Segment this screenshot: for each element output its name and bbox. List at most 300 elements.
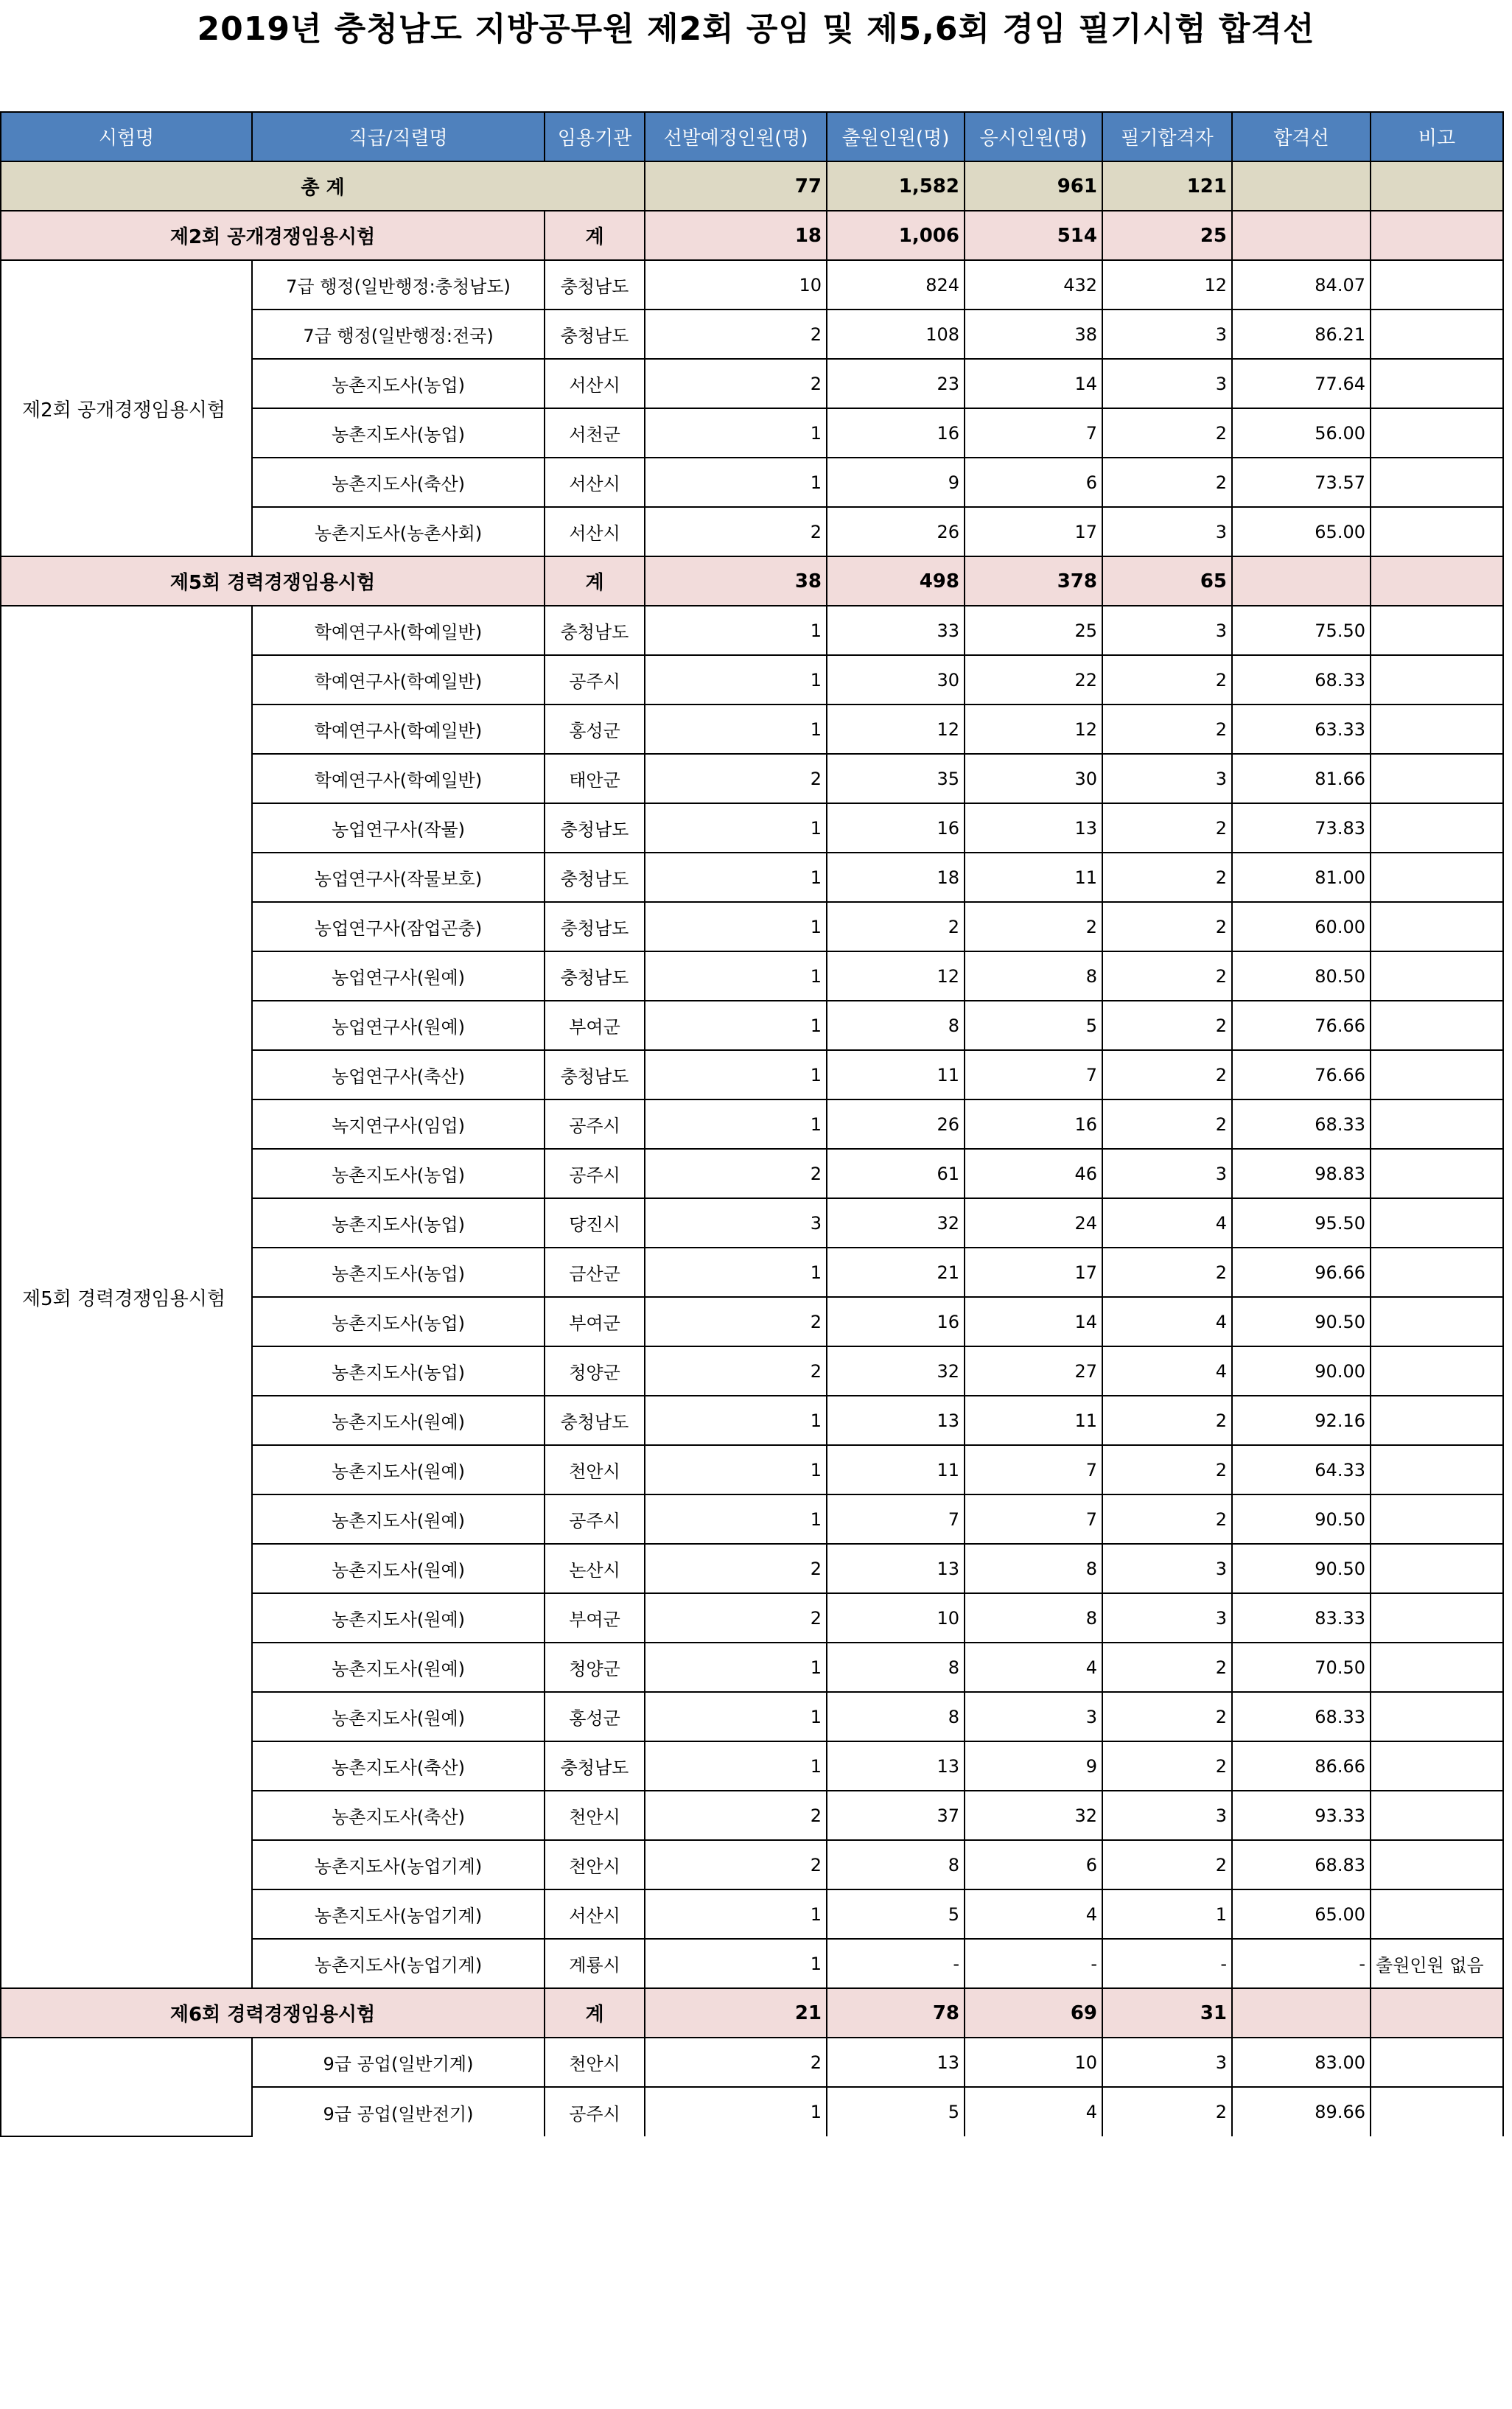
took-count: 24	[965, 1198, 1102, 1248]
planned-count: 1	[645, 1692, 827, 1741]
planned-count: 1	[645, 1643, 827, 1692]
agency-name: 충청남도	[545, 260, 645, 310]
passed-count: 4	[1102, 1297, 1232, 1346]
applied-count: 26	[827, 507, 965, 556]
planned-count: 2	[645, 754, 827, 803]
applied-count: 30	[827, 655, 965, 704]
applied-count: 9	[827, 458, 965, 507]
note	[1371, 1050, 1503, 1099]
cutoff-score: 89.66	[1232, 2087, 1371, 2136]
cutoff-score: -	[1232, 1939, 1371, 1988]
applied-count: 37	[827, 1791, 965, 1840]
applied-count: 824	[827, 260, 965, 310]
agency-name: 충청남도	[545, 902, 645, 951]
section-agency: 계	[545, 1988, 645, 2038]
position-name: 농촌지도사(농업기계)	[252, 1939, 545, 1988]
passed-count: 2	[1102, 2087, 1232, 2136]
took-count: 4	[965, 2087, 1102, 2136]
applied-count: 26	[827, 1099, 965, 1149]
applied-count: 13	[827, 1544, 965, 1593]
applied-count: 13	[827, 2038, 965, 2087]
passed-count: 2	[1102, 951, 1232, 1001]
position-name: 농촌지도사(축산)	[252, 1741, 545, 1791]
took-count: 4	[965, 1889, 1102, 1939]
position-name: 9급 공업(일반기계)	[252, 2038, 545, 2087]
agency-name: 공주시	[545, 2087, 645, 2136]
note	[1371, 1297, 1503, 1346]
note	[1371, 1248, 1503, 1297]
planned-count: 1	[645, 1001, 827, 1050]
passed-count: -	[1102, 1939, 1232, 1988]
note	[1371, 1445, 1503, 1494]
agency-name: 청양군	[545, 1346, 645, 1396]
cutoff-score: 90.50	[1232, 1494, 1371, 1544]
applied-count: 33	[827, 606, 965, 655]
agency-name: 당진시	[545, 1198, 645, 1248]
position-name: 농촌지도사(농업기계)	[252, 1889, 545, 1939]
took-count: 7	[965, 1494, 1102, 1544]
planned-count: 1	[645, 458, 827, 507]
applied-count: 2	[827, 902, 965, 951]
position-name: 농촌지도사(원예)	[252, 1445, 545, 1494]
section-agency: 계	[545, 211, 645, 260]
passed-count: 2	[1102, 458, 1232, 507]
took-count: 5	[965, 1001, 1102, 1050]
applied-count: 16	[827, 803, 965, 853]
applied-count: 23	[827, 359, 965, 408]
agency-name: 충청남도	[545, 606, 645, 655]
position-name: 농업연구사(축산)	[252, 1050, 545, 1099]
section-took: 69	[965, 1988, 1102, 2038]
passed-count: 2	[1102, 1840, 1232, 1889]
section-agency: 계	[545, 556, 645, 606]
note	[1371, 1149, 1503, 1198]
section-note	[1371, 556, 1503, 606]
took-count: 22	[965, 655, 1102, 704]
planned-count: 1	[645, 1050, 827, 1099]
position-name: 학예연구사(학예일반)	[252, 606, 545, 655]
agency-name: 논산시	[545, 1544, 645, 1593]
section-note	[1371, 1988, 1503, 2038]
section-applied: 498	[827, 556, 965, 606]
agency-name: 홍성군	[545, 1692, 645, 1741]
table-body	[1, 161, 1503, 2136]
header-row	[1, 112, 1503, 161]
note	[1371, 260, 1503, 310]
took-count: 11	[965, 853, 1102, 902]
note	[1371, 1840, 1503, 1889]
note	[1371, 1741, 1503, 1791]
cutoff-score: 90.50	[1232, 1544, 1371, 1593]
took-count: 16	[965, 1099, 1102, 1149]
cutoff-score: 65.00	[1232, 507, 1371, 556]
agency-name: 금산군	[545, 1248, 645, 1297]
agency-name: 충청남도	[545, 1050, 645, 1099]
note	[1371, 1643, 1503, 1692]
cutoff-score: 56.00	[1232, 408, 1371, 458]
passed-count: 3	[1102, 1593, 1232, 1643]
agency-name: 부여군	[545, 1593, 645, 1643]
planned-count: 2	[645, 310, 827, 359]
agency-name: 공주시	[545, 655, 645, 704]
took-count: 17	[965, 1248, 1102, 1297]
applied-count: 35	[827, 754, 965, 803]
section-cutoff	[1232, 211, 1371, 260]
cutoff-score: 73.57	[1232, 458, 1371, 507]
took-count: 8	[965, 1544, 1102, 1593]
cutoff-score: 84.07	[1232, 260, 1371, 310]
cutoff-score: 96.66	[1232, 1248, 1371, 1297]
took-count: 32	[965, 1791, 1102, 1840]
note	[1371, 310, 1503, 359]
note	[1371, 704, 1503, 754]
note	[1371, 655, 1503, 704]
passed-count: 2	[1102, 1396, 1232, 1445]
applied-count: 5	[827, 1889, 965, 1939]
position-name: 농업연구사(작물)	[252, 803, 545, 853]
planned-count: 2	[645, 1791, 827, 1840]
passed-count: 12	[1102, 260, 1232, 310]
position-name: 농업연구사(원예)	[252, 1001, 545, 1050]
took-count: 14	[965, 359, 1102, 408]
cutoff-score: 64.33	[1232, 1445, 1371, 1494]
note	[1371, 1593, 1503, 1643]
applied-count: 13	[827, 1741, 965, 1791]
cutoff-score: 76.66	[1232, 1001, 1371, 1050]
cutoff-score: 68.33	[1232, 1099, 1371, 1149]
applied-count: 21	[827, 1248, 965, 1297]
section-passed: 25	[1102, 211, 1232, 260]
agency-name: 충청남도	[545, 803, 645, 853]
note	[1371, 853, 1503, 902]
note	[1371, 803, 1503, 853]
position-name: 농촌지도사(농업)	[252, 1198, 545, 1248]
cutoff-score: 80.50	[1232, 951, 1371, 1001]
planned-count: 1	[645, 1741, 827, 1791]
applied-count: 16	[827, 408, 965, 458]
applied-count: 32	[827, 1198, 965, 1248]
passed-count: 2	[1102, 1692, 1232, 1741]
passed-count: 3	[1102, 1149, 1232, 1198]
passed-count: 3	[1102, 1791, 1232, 1840]
passed-count: 1	[1102, 1889, 1232, 1939]
passed-count: 2	[1102, 1099, 1232, 1149]
agency-name: 서산시	[545, 1889, 645, 1939]
header-cell: 합격선	[1232, 112, 1371, 161]
position-name: 농촌지도사(농업)	[252, 408, 545, 458]
section-planned: 18	[645, 211, 827, 260]
agency-name: 충청남도	[545, 310, 645, 359]
passed-count: 3	[1102, 310, 1232, 359]
page-title: 2019년 충청남도 지방공무원 제2회 공임 및 제5,6회 경임 필기시험 합격선	[197, 10, 1315, 48]
passed-count: 2	[1102, 803, 1232, 853]
note	[1371, 1001, 1503, 1050]
passed-count: 4	[1102, 1346, 1232, 1396]
planned-count: 3	[645, 1198, 827, 1248]
planned-count: 1	[645, 2087, 827, 2136]
note	[1371, 1889, 1503, 1939]
note	[1371, 1396, 1503, 1445]
took-count: 27	[965, 1346, 1102, 1396]
section-passed: 65	[1102, 556, 1232, 606]
took-count: 6	[965, 1840, 1102, 1889]
table-row	[1, 2038, 1503, 2087]
section-passed: 31	[1102, 1988, 1232, 2038]
applied-count: 61	[827, 1149, 965, 1198]
planned-count: 1	[645, 1889, 827, 1939]
section-subtotal-row	[1, 556, 1503, 606]
planned-count: 1	[645, 853, 827, 902]
position-name: 농촌지도사(축산)	[252, 458, 545, 507]
cutoff-score: 63.33	[1232, 704, 1371, 754]
header-cell: 시험명	[1, 112, 252, 161]
cutoff-score: 60.00	[1232, 902, 1371, 951]
cutoff-score: 73.83	[1232, 803, 1371, 853]
section-note	[1371, 211, 1503, 260]
took-count: 3	[965, 1692, 1102, 1741]
planned-count: 2	[645, 1346, 827, 1396]
position-name: 농촌지도사(농업)	[252, 359, 545, 408]
section-name: 제5회 경력경쟁임용시험	[1, 556, 545, 606]
section-planned: 38	[645, 556, 827, 606]
cutoff-score: 93.33	[1232, 1791, 1371, 1840]
header-cell: 직급/직렬명	[252, 112, 545, 161]
section-subtotal-row	[1, 211, 1503, 260]
note	[1371, 1198, 1503, 1248]
took-count: 30	[965, 754, 1102, 803]
table-row	[1, 606, 1503, 655]
planned-count: 2	[645, 1840, 827, 1889]
section-applied: 1,006	[827, 211, 965, 260]
note	[1371, 902, 1503, 951]
planned-count: 1	[645, 704, 827, 754]
note	[1371, 1346, 1503, 1396]
agency-name: 청양군	[545, 1643, 645, 1692]
cutoff-score: 75.50	[1232, 606, 1371, 655]
grand-total-took: 961	[965, 161, 1102, 211]
grand-total-passed: 121	[1102, 161, 1232, 211]
applied-count: 18	[827, 853, 965, 902]
header-cell: 필기합격자	[1102, 112, 1232, 161]
position-name: 농촌지도사(축산)	[252, 1791, 545, 1840]
position-name: 농촌지도사(농업)	[252, 1346, 545, 1396]
cutoff-score: 98.83	[1232, 1149, 1371, 1198]
section-applied: 78	[827, 1988, 965, 2038]
note	[1371, 408, 1503, 458]
section-cutoff	[1232, 556, 1371, 606]
position-name: 농업연구사(잠업곤충)	[252, 902, 545, 951]
took-count: 432	[965, 260, 1102, 310]
agency-name: 태안군	[545, 754, 645, 803]
agency-name: 부여군	[545, 1001, 645, 1050]
applied-count: 13	[827, 1396, 965, 1445]
planned-count: 1	[645, 606, 827, 655]
applied-count: 11	[827, 1050, 965, 1099]
cutoff-score: 76.66	[1232, 1050, 1371, 1099]
grand-total-note	[1371, 161, 1503, 211]
cutoff-score: 68.33	[1232, 1692, 1371, 1741]
applied-count: 8	[827, 1643, 965, 1692]
planned-count: 2	[645, 1297, 827, 1346]
took-count: 46	[965, 1149, 1102, 1198]
took-count: 14	[965, 1297, 1102, 1346]
passed-count: 2	[1102, 1050, 1232, 1099]
applied-count: 108	[827, 310, 965, 359]
cutoff-score: 83.00	[1232, 2038, 1371, 2087]
agency-name: 천안시	[545, 2038, 645, 2087]
planned-count: 2	[645, 359, 827, 408]
took-count: 9	[965, 1741, 1102, 1791]
note	[1371, 2038, 1503, 2087]
note	[1371, 458, 1503, 507]
passed-count: 4	[1102, 1198, 1232, 1248]
position-name: 농촌지도사(원예)	[252, 1593, 545, 1643]
cutoff-score: 81.00	[1232, 853, 1371, 902]
results-table	[0, 111, 1504, 2137]
header-cell: 선발예정인원(명)	[645, 112, 827, 161]
took-count: 13	[965, 803, 1102, 853]
applied-count: 8	[827, 1692, 965, 1741]
cutoff-score: 95.50	[1232, 1198, 1371, 1248]
planned-count: 1	[645, 1494, 827, 1544]
planned-count: 1	[645, 1396, 827, 1445]
planned-count: 1	[645, 1099, 827, 1149]
took-count: 6	[965, 458, 1102, 507]
cutoff-score: 68.33	[1232, 655, 1371, 704]
agency-name: 충청남도	[545, 951, 645, 1001]
planned-count: 2	[645, 507, 827, 556]
applied-count: 12	[827, 704, 965, 754]
cutoff-score: 86.21	[1232, 310, 1371, 359]
agency-name: 천안시	[545, 1791, 645, 1840]
grand-total-planned: 77	[645, 161, 827, 211]
note	[1371, 1791, 1503, 1840]
grand-total-cutoff	[1232, 161, 1371, 211]
agency-name: 서천군	[545, 408, 645, 458]
planned-count: 1	[645, 902, 827, 951]
note	[1371, 951, 1503, 1001]
planned-count: 2	[645, 1593, 827, 1643]
took-count: 7	[965, 1445, 1102, 1494]
cutoff-score: 90.00	[1232, 1346, 1371, 1396]
note	[1371, 1544, 1503, 1593]
note	[1371, 1494, 1503, 1544]
applied-count: 12	[827, 951, 965, 1001]
passed-count: 2	[1102, 1494, 1232, 1544]
grand-total-applied: 1,582	[827, 161, 965, 211]
applied-count: -	[827, 1939, 965, 1988]
note	[1371, 359, 1503, 408]
agency-name: 공주시	[545, 1099, 645, 1149]
cutoff-score: 70.50	[1232, 1643, 1371, 1692]
section-took: 514	[965, 211, 1102, 260]
position-name: 농촌지도사(원예)	[252, 1544, 545, 1593]
header-cell: 응시인원(명)	[965, 112, 1102, 161]
section-cutoff	[1232, 1988, 1371, 2038]
took-count: 7	[965, 1050, 1102, 1099]
took-count: 8	[965, 951, 1102, 1001]
passed-count: 2	[1102, 853, 1232, 902]
planned-count: 1	[645, 951, 827, 1001]
agency-name: 천안시	[545, 1840, 645, 1889]
agency-name: 계룡시	[545, 1939, 645, 1988]
table-row	[1, 260, 1503, 310]
agency-name: 서산시	[545, 359, 645, 408]
agency-name: 부여군	[545, 1297, 645, 1346]
position-name: 농촌지도사(원예)	[252, 1643, 545, 1692]
note	[1371, 1099, 1503, 1149]
position-name: 농촌지도사(농촌사회)	[252, 507, 545, 556]
planned-count: 1	[645, 1939, 827, 1988]
applied-count: 11	[827, 1445, 965, 1494]
position-name: 농업연구사(작물보호)	[252, 853, 545, 902]
applied-count: 5	[827, 2087, 965, 2136]
took-count: 10	[965, 2038, 1102, 2087]
passed-count: 3	[1102, 1544, 1232, 1593]
took-count: 12	[965, 704, 1102, 754]
position-name: 7급 행정(일반행정:전국)	[252, 310, 545, 359]
position-name: 학예연구사(학예일반)	[252, 655, 545, 704]
planned-count: 2	[645, 2038, 827, 2087]
position-name: 학예연구사(학예일반)	[252, 704, 545, 754]
agency-name: 충청남도	[545, 853, 645, 902]
took-count: 25	[965, 606, 1102, 655]
exam-group-name: 제2회 공개경쟁임용시험	[1, 260, 252, 556]
passed-count: 2	[1102, 1445, 1232, 1494]
section-subtotal-row	[1, 1988, 1503, 2038]
passed-count: 2	[1102, 1248, 1232, 1297]
passed-count: 3	[1102, 2038, 1232, 2087]
agency-name: 서산시	[545, 507, 645, 556]
position-name: 농촌지도사(농업)	[252, 1248, 545, 1297]
planned-count: 10	[645, 260, 827, 310]
position-name: 농촌지도사(농업)	[252, 1149, 545, 1198]
position-name: 농촌지도사(농업)	[252, 1297, 545, 1346]
grand-total-label: 총 계	[1, 161, 645, 211]
applied-count: 8	[827, 1001, 965, 1050]
section-name: 제6회 경력경쟁임용시험	[1, 1988, 545, 2038]
cutoff-score: 86.66	[1232, 1741, 1371, 1791]
section-name: 제2회 공개경쟁임용시험	[1, 211, 545, 260]
cutoff-score: 68.83	[1232, 1840, 1371, 1889]
note	[1371, 606, 1503, 655]
header-cell: 비고	[1371, 112, 1503, 161]
position-name: 농촌지도사(원예)	[252, 1494, 545, 1544]
position-name: 학예연구사(학예일반)	[252, 754, 545, 803]
cutoff-score: 81.66	[1232, 754, 1371, 803]
position-name: 농촌지도사(원예)	[252, 1396, 545, 1445]
position-name: 7급 행정(일반행정:충청남도)	[252, 260, 545, 310]
cutoff-score: 90.50	[1232, 1297, 1371, 1346]
took-count: 7	[965, 408, 1102, 458]
took-count: 17	[965, 507, 1102, 556]
passed-count: 2	[1102, 1001, 1232, 1050]
section-took: 378	[965, 556, 1102, 606]
applied-count: 10	[827, 1593, 965, 1643]
cutoff-score: 77.64	[1232, 359, 1371, 408]
note	[1371, 754, 1503, 803]
took-count: 11	[965, 1396, 1102, 1445]
agency-name: 공주시	[545, 1494, 645, 1544]
agency-name: 천안시	[545, 1445, 645, 1494]
agency-name: 서산시	[545, 458, 645, 507]
note	[1371, 1692, 1503, 1741]
planned-count: 2	[645, 1149, 827, 1198]
exam-group-name: 제5회 경력경쟁임용시험	[1, 606, 252, 1988]
took-count: 4	[965, 1643, 1102, 1692]
cutoff-score: 65.00	[1232, 1889, 1371, 1939]
planned-count: 1	[645, 408, 827, 458]
